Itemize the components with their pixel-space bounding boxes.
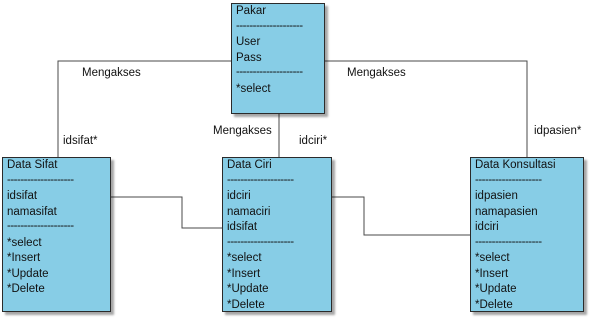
- entity-ciri-method: *Delete: [227, 298, 265, 311]
- entity-ciri-method: *Insert: [227, 267, 261, 280]
- entity-konsul-attr: idciri: [475, 221, 499, 233]
- relation-label-mengakses-center: Mengakses: [213, 125, 272, 137]
- entity-sifat-method: *select: [7, 236, 42, 249]
- entity-konsul-name: Data Konsultasi: [475, 159, 556, 171]
- relation-label-mengakses-left: Mengakses: [82, 67, 141, 79]
- entity-ciri-attr: idciri: [227, 190, 251, 202]
- key-label-idsifat: idsifat*: [63, 135, 98, 147]
- entity-sifat-method: *Delete: [7, 283, 45, 295]
- entity-sifat-attr: idsifat: [7, 190, 38, 202]
- entity-pakar: [231, 3, 325, 114]
- entity-sifat-method: *Insert: [7, 252, 41, 264]
- entity-ciri-name: Data Ciri: [227, 159, 272, 171]
- entity-konsul-attr: namapasien: [475, 205, 538, 218]
- entity-ciri-method: *Update: [227, 283, 269, 295]
- entity-konsul-attr: idpasien: [475, 190, 518, 202]
- entity-pakar-separator: --------------------: [236, 66, 303, 78]
- entity-sifat-attr: namasifat: [7, 205, 57, 218]
- entity-konsul-separator: --------------------: [475, 235, 542, 248]
- entity-sifat-name: Data Sifat: [7, 159, 58, 171]
- entity-sifat-separator: --------------------: [7, 220, 74, 232]
- entity-konsul-method: *select: [475, 252, 510, 264]
- entity-pakar-attr: Pass: [236, 51, 262, 64]
- entity-konsul-method: *Insert: [475, 267, 509, 280]
- entity-data-ciri: [222, 157, 332, 312]
- entity-pakar-method: *select: [236, 82, 271, 95]
- entity-pakar-name: Pakar: [236, 5, 267, 17]
- entity-konsul-method: *Delete: [475, 298, 513, 311]
- entity-pakar-attr: User: [236, 36, 261, 48]
- entity-konsul-method: *Update: [475, 283, 517, 295]
- entity-ciri-separator: --------------------: [227, 235, 294, 248]
- entity-data-sifat: [2, 157, 111, 312]
- entity-konsul-separator: --------------------: [475, 173, 542, 186]
- entity-ciri-attr: idsifat: [227, 221, 258, 233]
- entity-data-konsultasi: [470, 157, 584, 312]
- entity-pakar-separator: --------------------: [236, 19, 303, 32]
- entity-ciri-separator: --------------------: [227, 173, 294, 186]
- entity-ciri-attr: namaciri: [227, 205, 271, 218]
- key-label-idpasien: idpasien*: [534, 125, 582, 137]
- entity-ciri-method: *select: [227, 252, 262, 264]
- key-label-idciri: idciri*: [299, 135, 328, 147]
- entity-sifat-separator: --------------------: [7, 173, 74, 186]
- relation-label-mengakses-right: Mengakses: [347, 67, 406, 79]
- entity-sifat-method: *Update: [7, 267, 49, 280]
